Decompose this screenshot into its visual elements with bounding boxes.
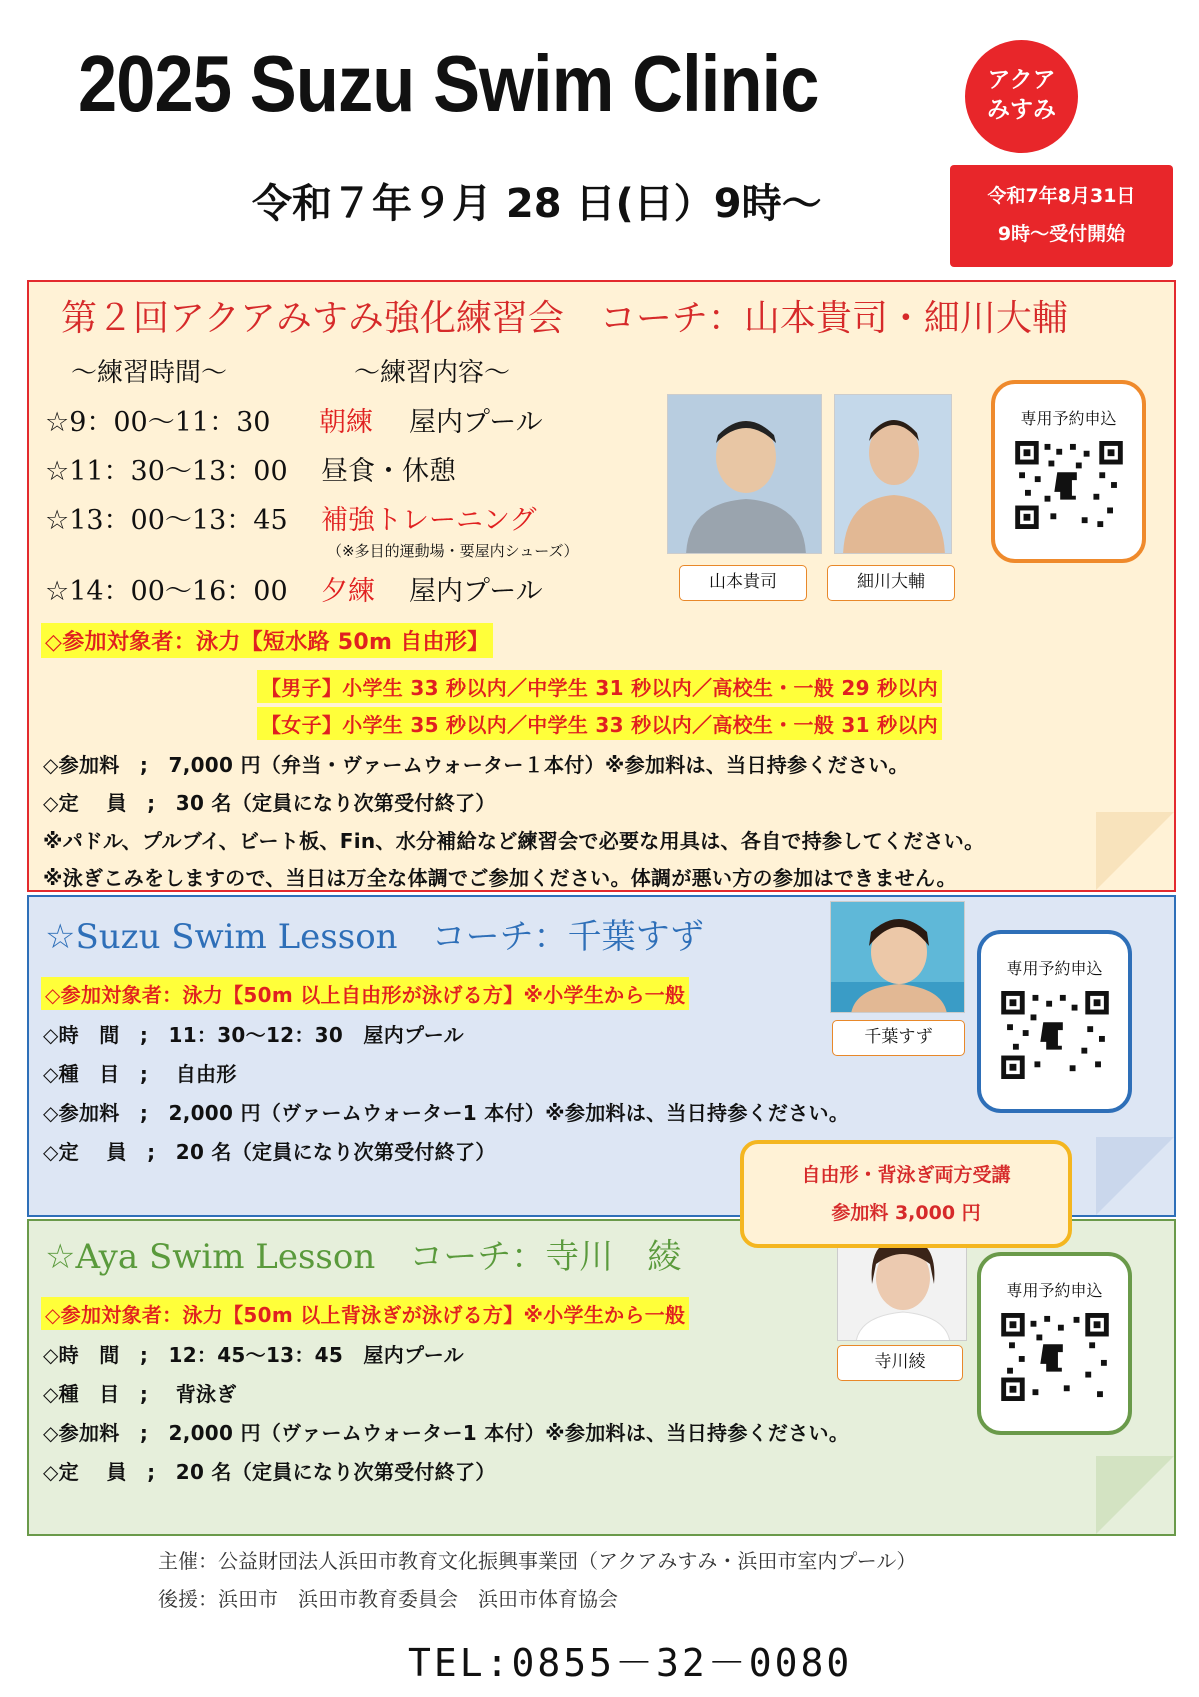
section-title: ☆Aya Swim Lesson コーチ：寺川 綾 <box>45 1237 682 1277</box>
open-date: 令和7年8月31日 <box>987 185 1136 207</box>
capacity: ◇定 員 ; 20 名（定員になり次第受付終了） <box>43 1460 496 1484</box>
page-title: 2025 Suzu Swim Clinic <box>78 39 819 128</box>
qr-code-icon[interactable] <box>1000 1313 1110 1401</box>
combo-fee-badge <box>740 1140 1072 1248</box>
schedule-time: ☆14：00～16：00 <box>45 576 288 607</box>
combo-line2: 参加料 3,000 円 <box>831 1202 981 1224</box>
person-icon <box>668 395 822 554</box>
schedule-time: ☆9：00～11：30 <box>45 407 271 438</box>
combo-line1: 自由形・背泳ぎ両方受講 <box>801 1164 1011 1186</box>
event: ◇種 目 ; 背泳ぎ <box>43 1382 237 1406</box>
page-curl <box>1096 1137 1174 1215</box>
capacity: ◇定 員 ; 30 名（定員になり次第受付終了） <box>43 791 496 815</box>
training-note: （※多目的運動場・要屋内シューズ） <box>327 542 579 560</box>
schedule-place: 屋内プール <box>409 576 543 607</box>
coach-photo-yamamoto <box>667 394 822 554</box>
organizer: 主催：公益財団法人浜田市教育文化振興事業団（アクアみすみ・浜田市室内プール） <box>158 1549 917 1573</box>
page-curl <box>1096 1456 1174 1534</box>
target: ◇参加対象者：泳力【50m 以上自由形が泳げる方】※小学生から一般 <box>41 977 689 1010</box>
schedule-item: 朝練 <box>319 407 373 438</box>
reservation-qr-card[interactable] <box>991 380 1146 563</box>
logo-line1: アクア <box>987 67 1056 93</box>
capacity: ◇定 員 ; 20 名（定員になり次第受付終了） <box>43 1140 496 1164</box>
qr-code-icon[interactable] <box>1000 991 1110 1079</box>
registration-open-badge <box>950 165 1173 267</box>
coach-name-tag: 山本貴司 <box>679 565 807 601</box>
coach-photo-hosokawa <box>834 394 952 554</box>
qr-label: 専用予約申込 <box>1006 959 1103 978</box>
target-label <box>41 623 493 658</box>
reservation-qr-card[interactable] <box>977 930 1132 1113</box>
time: ◇時 間 ; 11：30～12：30 屋内プール <box>43 1023 464 1047</box>
schedule-item: 補強トレーニング <box>321 505 537 536</box>
fee: ◇参加料 ; 7,000 円（弁当・ヴァームウォーター１本付）※参加料は、当日持参ください。 <box>43 753 909 777</box>
note-equipment: ※パドル、プルブイ、ビート板、Fin、水分補給など練習会で必要な用具は、各自で持参してください。 <box>43 829 985 853</box>
coach-name-tag: 寺川綾 <box>837 1345 963 1381</box>
fee: ◇参加料 ; 2,000 円（ヴァームウォーター1 本付）※参加料は、当日持参ください。 <box>43 1101 850 1125</box>
section-aya-lesson <box>27 1219 1176 1536</box>
male-standard: 【男子】小学生 33 秒以内／中学生 31 秒以内／高校生・一般 29 秒以内 <box>257 670 942 703</box>
coach-photo-chiba <box>830 901 965 1013</box>
supporter: 後援：浜田市 浜田市教育委員会 浜田市体育協会 <box>158 1587 618 1611</box>
phone-number: TEL:0855－32－0080 <box>408 1641 853 1685</box>
person-icon <box>831 902 965 1013</box>
schedule-place: 屋内プール <box>409 407 543 438</box>
person-icon <box>835 395 952 554</box>
aqua-misumi-logo <box>965 40 1078 153</box>
target: ◇参加対象者：泳力【50m 以上背泳ぎが泳げる方】※小学生から一般 <box>41 1297 689 1330</box>
schedule-item: 夕練 <box>321 576 375 607</box>
target-label-text: ◇参加対象者：泳力 <box>45 630 241 655</box>
target-condition: 【短水路 50m 自由形】 <box>240 630 490 655</box>
schedule-place: 昼食・休憩 <box>321 456 456 487</box>
coach-name-tag: 細川大輔 <box>827 565 955 601</box>
schedule-time: ☆13：00～13：45 <box>45 505 288 536</box>
section-title: 第２回アクアみすみ強化練習会 コーチ：山本貴司・細川大輔 <box>61 298 1068 339</box>
logo-line2: みすみ <box>987 97 1056 123</box>
note-health: ※泳ぎこみをしますので、当日は万全な体調でご参加ください。体調が悪い方の参加はできません。 <box>43 866 957 890</box>
female-standard: 【女子】小学生 35 秒以内／中学生 33 秒以内／高校生・一般 31 秒以内 <box>257 707 942 740</box>
coach-name-tag: 千葉すず <box>832 1020 965 1056</box>
qr-label: 専用予約申込 <box>1006 1281 1103 1300</box>
schedule-time: ☆11：30～13：00 <box>45 456 288 487</box>
reservation-qr-card[interactable] <box>977 1252 1132 1435</box>
event: ◇種 目 ; 自由形 <box>43 1062 237 1086</box>
col-time-header: ～練習時間～ <box>71 358 228 388</box>
fee: ◇参加料 ; 2,000 円（ヴァームウォーター1 本付）※参加料は、当日持参ください。 <box>43 1421 850 1445</box>
time: ◇時 間 ; 12：45～13：45 屋内プール <box>43 1343 464 1367</box>
open-time: 9時～受付開始 <box>997 223 1126 245</box>
qr-code-icon[interactable] <box>1014 441 1124 529</box>
section-title: ☆Suzu Swim Lesson コーチ：千葉すず <box>45 917 704 957</box>
col-content-header: ～練習内容～ <box>354 358 511 388</box>
qr-label: 専用予約申込 <box>1020 409 1117 428</box>
event-date: 令和７年９月 28 日(日）9時～ <box>252 181 822 227</box>
section-training-camp <box>27 280 1176 892</box>
page-curl <box>1096 812 1174 890</box>
